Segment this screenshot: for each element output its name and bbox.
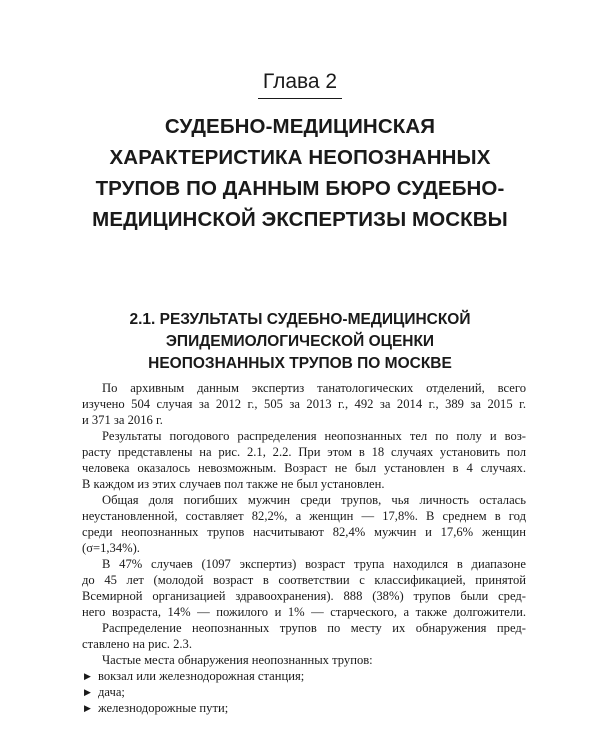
section-title-line: ЭПИДЕМИОЛОГИЧЕСКОЙ ОЦЕНКИ bbox=[165, 333, 435, 350]
paragraph bbox=[82, 556, 526, 620]
section-title-line: 2.1. РЕЗУЛЬТАТЫ СУДЕБНО-МЕДИЦИНСКОЙ bbox=[129, 311, 471, 328]
bullet-list bbox=[82, 668, 526, 716]
text-line: расту представлены на рис. 2.1, 2.2. При этом в 18 случаях установить пол bbox=[82, 445, 526, 459]
list-item-text: дача; bbox=[98, 685, 125, 699]
text-line: и 371 за 2016 г. bbox=[82, 413, 163, 427]
text-line: Общая доля погибших мужчин среди трупов, чья личность осталась bbox=[102, 493, 526, 507]
text-line: (σ=1,34%). bbox=[82, 541, 140, 555]
paragraph bbox=[82, 380, 526, 428]
list-item-text: железнодорожные пути; bbox=[98, 701, 229, 715]
text-line: ставлено на рис. 2.3. bbox=[82, 637, 192, 651]
text-line: человека оказалось невозможным. Возраст не был установлен в 4 случаях. bbox=[82, 461, 526, 475]
section-title-line: НЕОПОЗНАННЫХ ТРУПОВ ПО МОСКВЕ bbox=[148, 355, 452, 372]
chapter-underline bbox=[258, 98, 342, 99]
list-item-text: вокзал или железнодорожная станция; bbox=[98, 669, 305, 683]
chapter-title-line: МЕДИЦИНСКОЙ ЭКСПЕРТИЗЫ МОСКВЫ bbox=[92, 208, 508, 231]
list-item bbox=[82, 700, 526, 716]
chapter-title bbox=[40, 111, 560, 235]
text-line: изучено 504 случая за 2012 г., 505 за 2013 г., 492 за 2014 г., 389 за 2015 г. bbox=[82, 397, 526, 411]
text-line: Всемирной организацией здравоохранения). 888 (38%) трупов были сред- bbox=[82, 589, 526, 603]
chapter-title-line: ТРУПОВ ПО ДАННЫМ БЮРО СУДЕБНО- bbox=[95, 177, 505, 200]
text-line: По архивным данным экспертиз танатологических отделений, всего bbox=[102, 381, 526, 395]
chapter-title-line: СУДЕБНО-МЕДИЦИНСКАЯ bbox=[164, 115, 436, 138]
text-line: неустановленной, составляет 82,2%, а женщин — 17,8%. В среднем в год bbox=[82, 509, 526, 523]
list-item bbox=[82, 668, 526, 684]
text-line: него возраста, 14% — пожилого и 1% — старческого, а также долгожители. bbox=[82, 605, 526, 619]
paragraph bbox=[82, 428, 526, 492]
list-item bbox=[82, 684, 526, 700]
text-line: В каждом из этих случаев пол также не был установлен. bbox=[82, 477, 385, 491]
text-line: Частые места обнаружения неопознанных трупов: bbox=[102, 653, 373, 667]
paragraph bbox=[82, 652, 526, 668]
chapter-title-line: ХАРАКТЕРИСТИКА НЕОПОЗНАННЫХ bbox=[109, 146, 491, 169]
triangle-bullet-icon: ▶ bbox=[84, 687, 91, 697]
triangle-bullet-icon: ▶ bbox=[84, 671, 91, 681]
paragraph bbox=[82, 492, 526, 556]
text-line: Результаты погодового распределения неопознанных тел по полу и воз- bbox=[102, 429, 526, 443]
text-line: до 45 лет (молодой возраст в соответствии с классификацией, принятой bbox=[82, 573, 526, 587]
body-text bbox=[82, 380, 526, 716]
triangle-bullet-icon: ▶ bbox=[84, 703, 91, 713]
text-line: В 47% случаев (1097 экспертиз) возраст трупа находился в диапазоне bbox=[102, 557, 526, 571]
paragraph bbox=[82, 620, 526, 652]
text-line: Распределение неопознанных трупов по месту их обнаружения пред- bbox=[102, 621, 526, 635]
chapter-label: Глава 2 bbox=[262, 70, 338, 93]
section-title bbox=[40, 309, 560, 375]
text-line: среди неопознанных трупов насчитывают 82,4% мужчин и 17,6% женщин bbox=[82, 525, 526, 539]
